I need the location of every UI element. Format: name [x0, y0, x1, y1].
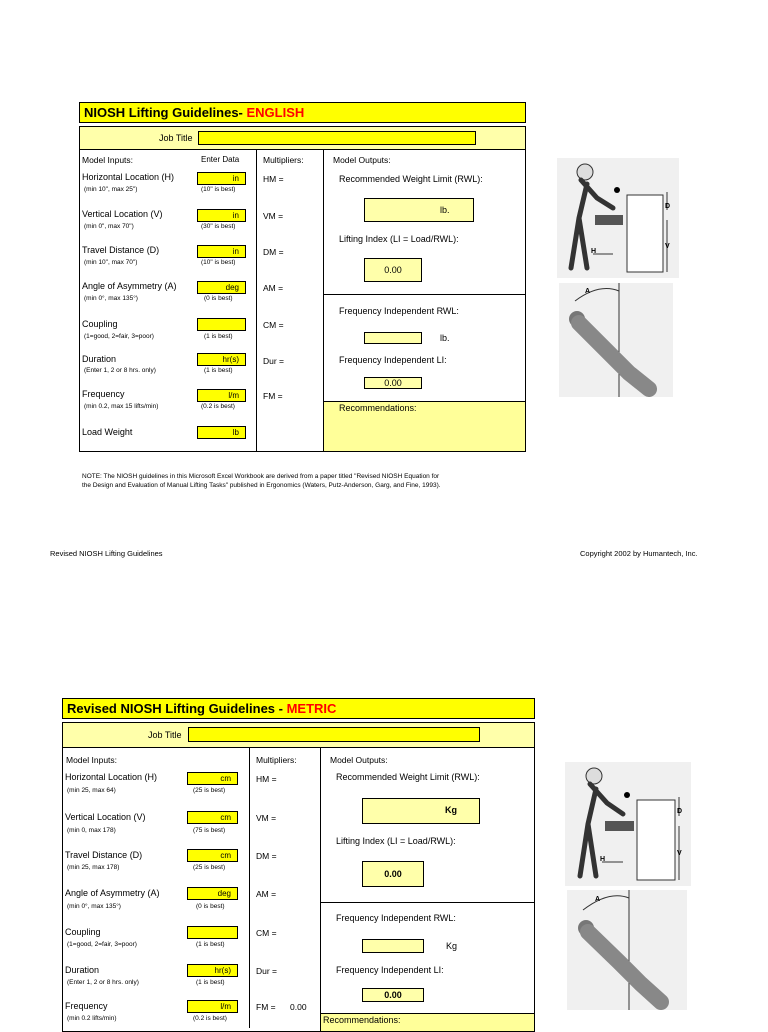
english-input-hint: (0 is best) — [204, 295, 233, 302]
metric-title-bar — [62, 698, 535, 719]
english-title-accent: ENGLISH — [246, 105, 305, 120]
metric-multiplier-label: HM = — [256, 774, 277, 784]
metric-travel-input[interactable]: cm — [187, 849, 238, 862]
metric-input-label: Frequency — [65, 1001, 108, 1011]
english-fi-rwl-unit: lb. — [440, 333, 450, 343]
english-multiplier-label: AM = — [263, 283, 284, 293]
english-input-hint: (10" is best) — [201, 186, 236, 193]
metric-duration-input[interactable]: hr(s) — [187, 964, 238, 977]
english-fi-rwl-box — [364, 332, 422, 344]
english-rwl-box — [364, 198, 474, 222]
metric-frequency-input[interactable]: l/m — [187, 1000, 238, 1013]
metric-coupling-input[interactable] — [187, 926, 238, 939]
metric-rwl-unit: Kg — [445, 805, 457, 815]
metric-rwl-box — [362, 798, 480, 824]
metric-rwl-label: Recommended Weight Limit (RWL): — [336, 772, 480, 782]
lifting-figure-side-view-metric — [565, 762, 691, 886]
english-frequency-input[interactable]: l/m — [197, 389, 246, 402]
english-duration-input[interactable]: hr(s) — [197, 353, 246, 366]
figure-label-v-metric: V — [677, 850, 682, 857]
english-input-label: Horizontal Location (H) — [82, 172, 175, 182]
metric-input-range: (min 0, max 178) — [67, 827, 116, 834]
metric-input-hint: (1 is best) — [196, 941, 225, 948]
figure-label-a-metric: A — [595, 896, 601, 903]
english-li-label: Lifting Index (LI = Load/RWL): — [339, 234, 459, 244]
metric-input-label: Vertical Location (V) — [65, 812, 146, 822]
english-horizontal-input[interactable]: in — [197, 172, 246, 185]
metric-fi-rwl-unit: Kg — [446, 941, 458, 951]
metric-divider-1 — [249, 748, 250, 1028]
figure-label-h-metric: H — [600, 856, 606, 863]
english-rwl-unit: lb. — [440, 205, 450, 215]
english-input-hint: (1 is best) — [204, 367, 233, 374]
footer-right: Copyright 2002 by Humantech, Inc. — [580, 549, 698, 558]
metric-multiplier-label: VM = — [256, 813, 277, 823]
metric-li-label: Lifting Index (LI = Load/RWL): — [336, 836, 456, 846]
english-fi-li-label: Frequency Independent LI: — [339, 355, 447, 365]
english-input-range: (1=good, 2=fair, 3=poor) — [84, 333, 154, 340]
english-input-range: (Enter 1, 2 or 8 hrs. only) — [84, 367, 156, 374]
english-note-line-1: NOTE: The NIOSH guidelines in this Microsoft Excel Workbook are derived from a paper titled "Revised NIOSH Equation for — [82, 473, 440, 480]
metric-input-range: (Enter 1, 2 or 8 hrs. only) — [67, 979, 139, 986]
english-input-hint: (30" is best) — [201, 223, 236, 230]
metric-input-label: Horizontal Location (H) — [65, 772, 158, 782]
english-multiplier-label: DM = — [263, 247, 284, 257]
metric-input-hint: (0.2 is best) — [193, 1015, 227, 1022]
metric-fi-li-value: 0.00 — [362, 988, 424, 1002]
metric-multiplier-label: CM = — [256, 928, 277, 938]
metric-multiplier-label: Dur = — [256, 966, 278, 976]
metric-input-hint: (0 is best) — [196, 903, 225, 910]
figure-label-h: H — [591, 248, 597, 255]
english-asymmetry-input[interactable]: deg — [197, 281, 246, 294]
metric-model-inputs-label: Model Inputs: — [66, 755, 118, 765]
metric-title-accent: METRIC — [286, 701, 337, 716]
figure-label-d-metric: D — [677, 808, 683, 815]
figure-label-v: V — [665, 243, 670, 250]
metric-li-value: 0.00 — [362, 861, 424, 887]
english-input-hint: (10" is best) — [201, 259, 236, 266]
metric-job-title-input[interactable] — [188, 727, 480, 742]
metric-fi-rwl-box — [362, 939, 424, 953]
figure-label-a: A — [585, 288, 591, 295]
english-load-weight-input[interactable]: lb — [197, 426, 246, 439]
english-input-label: Angle of Asymmetry (A) — [82, 281, 177, 291]
footer-left: Revised NIOSH Lifting Guidelines — [50, 549, 163, 558]
english-input-label: Vertical Location (V) — [82, 209, 163, 219]
metric-fm-value: 0.00 — [290, 1002, 307, 1012]
english-coupling-input[interactable] — [197, 318, 246, 331]
english-rwl-label: Recommended Weight Limit (RWL): — [339, 174, 483, 184]
metric-multipliers-label: Multipliers: — [256, 755, 297, 765]
english-multiplier-label: HM = — [263, 174, 284, 184]
figure-label-d: D — [665, 203, 671, 210]
metric-recommendations-label: Recommendations: — [323, 1015, 401, 1025]
english-input-range: (min 0°, max 135°) — [84, 295, 138, 302]
metric-input-hint: (25 is best) — [193, 787, 226, 794]
english-multipliers-label: Multipliers: — [263, 155, 304, 165]
english-input-label: Coupling — [82, 319, 118, 329]
english-vertical-input[interactable]: in — [197, 209, 246, 222]
english-model-outputs-label: Model Outputs: — [333, 155, 391, 165]
english-travel-input[interactable]: in — [197, 245, 246, 258]
english-multiplier-label: Dur = — [263, 356, 285, 366]
metric-job-title-label: Job Title — [148, 730, 182, 740]
metric-input-label: Travel Distance (D) — [65, 850, 143, 860]
metric-input-range: (min 25, max 178) — [67, 864, 120, 871]
metric-input-range: (1=good, 2=fair, 3=poor) — [67, 941, 137, 948]
metric-input-label: Duration — [65, 965, 100, 975]
english-li-value: 0.00 — [364, 258, 422, 282]
english-multiplier-label: CM = — [263, 320, 284, 330]
english-job-title-input[interactable] — [198, 131, 476, 145]
english-input-hint: (1 is best) — [204, 333, 233, 340]
metric-input-range: (min 25, max 64) — [67, 787, 116, 794]
english-input-label: Load Weight — [82, 427, 133, 437]
metric-input-label: Angle of Asymmetry (A) — [65, 888, 160, 898]
metric-multiplier-label: DM = — [256, 851, 277, 861]
english-enter-data-label: Enter Data — [201, 155, 240, 164]
english-input-label: Duration — [82, 354, 117, 364]
english-input-range: (min 0.2, max 15 lifts/min) — [84, 403, 159, 410]
lifting-figure-top-view — [559, 283, 673, 397]
english-divider-3 — [323, 294, 526, 295]
english-input-range: (min 10", max 25") — [84, 186, 138, 193]
metric-input-range: (min 0°, max 135°) — [67, 903, 121, 910]
english-input-label: Travel Distance (D) — [82, 245, 160, 255]
english-multiplier-label: FM = — [263, 391, 283, 401]
metric-divider-2 — [320, 748, 321, 1028]
metric-input-label: Coupling — [65, 927, 101, 937]
metric-fi-rwl-label: Frequency Independent RWL: — [336, 913, 456, 923]
metric-multiplier-label: FM = — [256, 1002, 276, 1012]
english-input-range: (min 10", max 70") — [84, 259, 138, 266]
metric-multiplier-label: AM = — [256, 889, 277, 899]
english-divider-1 — [256, 150, 257, 452]
english-input-label: Frequency — [82, 389, 125, 399]
english-title: NIOSH Lifting Guidelines- — [84, 105, 247, 120]
english-input-range: (min 0", max 70") — [84, 223, 134, 230]
metric-input-hint: (75 is best) — [193, 827, 226, 834]
lifting-figure-top-view-metric — [567, 890, 687, 1010]
metric-fi-li-label: Frequency Independent LI: — [336, 965, 444, 975]
metric-input-hint: (1 is best) — [196, 979, 225, 986]
english-title-bar — [79, 102, 526, 123]
lifting-figure-side-view — [557, 158, 679, 278]
english-model-inputs-label: Model Inputs: — [82, 155, 134, 165]
metric-asymmetry-input[interactable]: deg — [187, 887, 238, 900]
metric-input-hint: (25 is best) — [193, 864, 226, 871]
metric-input-range: (min 0.2 lifts/min) — [67, 1015, 117, 1022]
metric-divider-3 — [320, 902, 535, 903]
english-input-hint: (0.2 is best) — [201, 403, 235, 410]
english-fi-rwl-label: Frequency Independent RWL: — [339, 306, 459, 316]
metric-model-outputs-label: Model Outputs: — [330, 755, 388, 765]
english-multiplier-label: VM = — [263, 211, 284, 221]
metric-horizontal-input[interactable]: cm — [187, 772, 238, 785]
english-note-line-2: the Design and Evaluation of Manual Lifting Tasks" published in Ergonomics (Waters, Putz-Anderson, Garg, and Fine, 1993). — [82, 482, 441, 489]
english-fi-li-value: 0.00 — [364, 377, 422, 389]
english-job-title-label: Job Title — [159, 133, 193, 143]
metric-title: Revised NIOSH Lifting Guidelines - — [67, 701, 287, 716]
metric-vertical-input[interactable]: cm — [187, 811, 238, 824]
english-recommendations-label: Recommendations: — [339, 403, 417, 413]
